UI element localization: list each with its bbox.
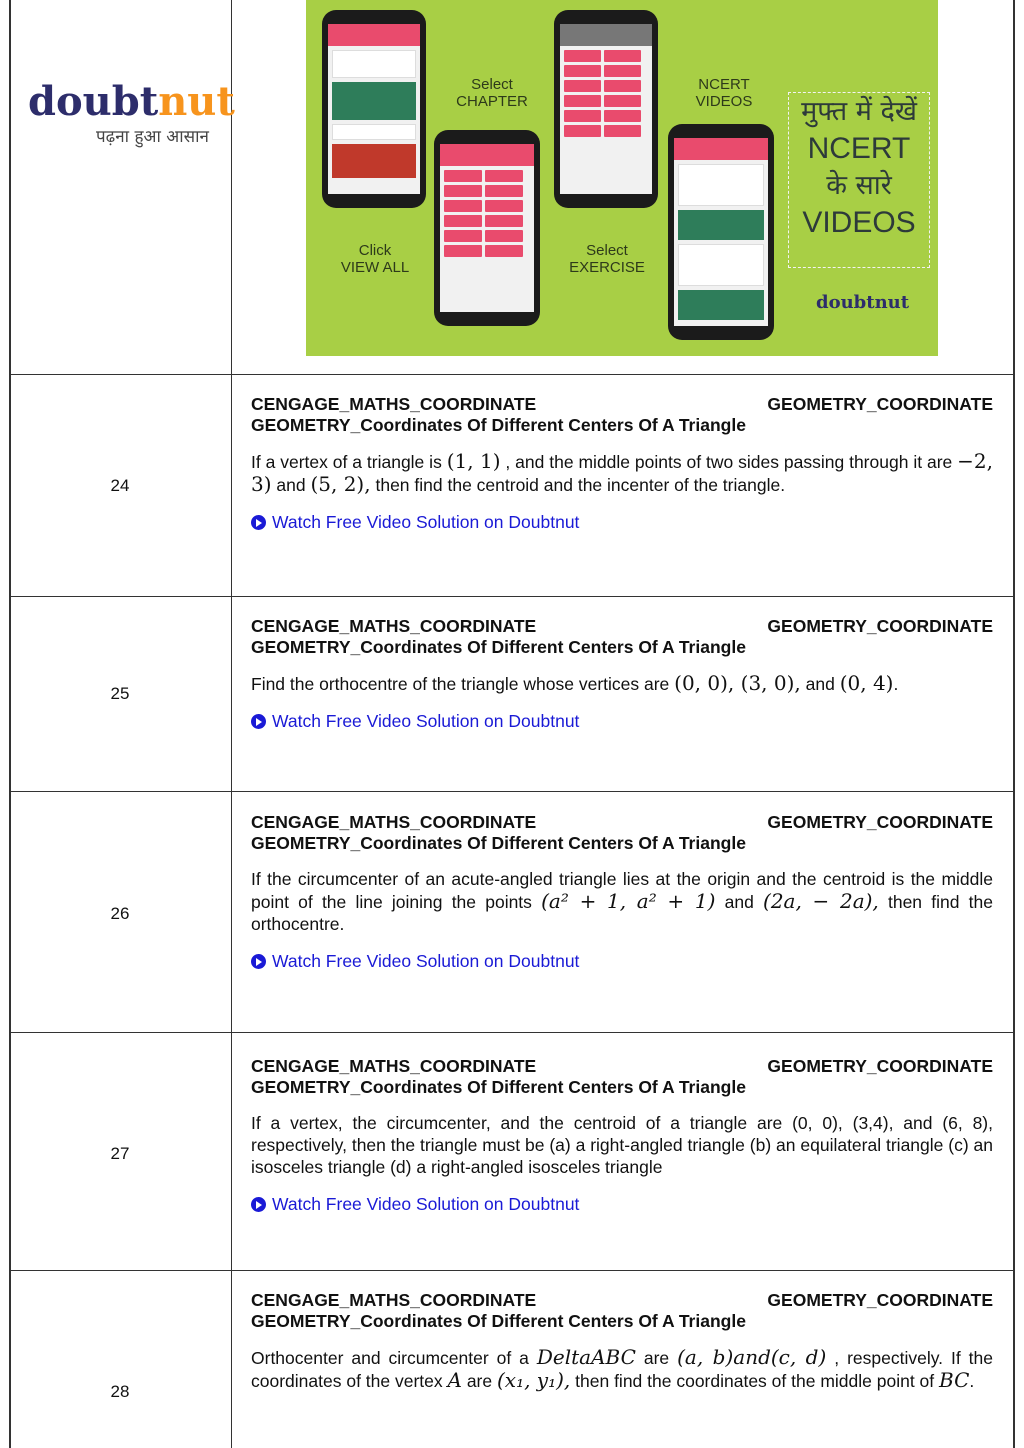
label-click-view-all: Click VIEW ALL — [340, 242, 410, 276]
question-number: 24 — [110, 476, 130, 495]
question-number: 25 — [110, 684, 130, 703]
logo-word-nut: nut — [158, 78, 235, 125]
doubtnut-logo — [28, 78, 235, 148]
watch-video-link[interactable]: Watch Free Video Solution on Doubtnut — [251, 951, 993, 972]
question-title: CENGAGE_MATHS_COORDINATE GEOMETRY_COORDINATE GEOMETRY_Coordinates Of Different Centers Of A Triangle — [251, 812, 993, 853]
phone-library-screen — [322, 10, 426, 208]
question-27 — [251, 1056, 993, 1215]
row-divider — [9, 1270, 1015, 1271]
label-select-chapter: Select CHAPTER — [456, 76, 528, 110]
question-title: CENGAGE_MATHS_COORDINATE GEOMETRY_COORDINATE GEOMETRY_Coordinates Of Different Centers Of A Triangle — [251, 1290, 993, 1331]
play-circle-icon — [251, 515, 266, 530]
question-text: Orthocenter and circumcenter of a DeltaABC are (a, b)and(c, d) , respectively. If the coordinates of the vertex A are (x₁, y₁), then find the coordinates of the middle point of BC. — [251, 1345, 993, 1392]
question-text: If a vertex, the circumcenter, and the centroid of a triangle are (0, 0), (3,4), and (6, 8), respectively, then the triangle must be (a) a right-angled triangle (b) an equilateral triangle (c) an isosceles triangle (d) a right-angled isosceles triangle — [251, 1113, 993, 1177]
row-divider — [9, 374, 1015, 375]
watch-video-link[interactable]: Watch Free Video Solution on Doubtnut — [251, 1194, 993, 1215]
promo-text-box: मुफ्त में देखें NCERT के सारे VIDEOS — [788, 92, 930, 268]
question-number: 27 — [110, 1144, 130, 1163]
question-number: 28 — [110, 1382, 130, 1401]
banner-logo: doubtnut — [816, 292, 910, 313]
logo-tagline: पढ़ना हुआ आसान — [96, 127, 209, 147]
question-text: If the circumcenter of an acute-angled triangle lies at the origin and the centroid is the middle point of the line joining the points (a² + 1, a² + 1) and (2a, − 2a), then find the orthocentre. — [251, 869, 993, 934]
question-25 — [251, 616, 993, 732]
play-circle-icon — [251, 954, 266, 969]
ncert-promo-banner[interactable] — [306, 0, 938, 356]
row-divider — [9, 791, 1015, 792]
play-circle-icon — [251, 1197, 266, 1212]
question-text: Find the orthocentre of the triangle whose vertices are (0, 0), (3, 0), and (0, 4). — [251, 671, 899, 695]
label-ncert-videos: NCERT VIDEOS — [695, 76, 753, 110]
question-title: CENGAGE_MATHS_COORDINATE GEOMETRY_COORDINATE GEOMETRY_Coordinates Of Different Centers Of A Triangle — [251, 1056, 993, 1097]
question-number: 26 — [110, 904, 130, 923]
phone-videos-screen — [668, 124, 774, 340]
question-24 — [251, 394, 993, 533]
logo-word-doubt: doubt — [28, 78, 159, 125]
question-28 — [251, 1290, 993, 1392]
label-select-exercise: Select EXERCISE — [569, 242, 645, 276]
watch-video-link[interactable]: Watch Free Video Solution on Doubtnut — [251, 512, 993, 533]
column-divider — [231, 0, 232, 1448]
question-title: CENGAGE_MATHS_COORDINATE GEOMETRY_COORDINATE GEOMETRY_Coordinates Of Different Centers Of A Triangle — [251, 394, 993, 435]
row-divider — [9, 596, 1015, 597]
watch-video-link[interactable]: Watch Free Video Solution on Doubtnut — [251, 711, 993, 732]
play-circle-icon — [251, 714, 266, 729]
question-26 — [251, 812, 993, 972]
question-text: If a vertex of a triangle is (1, 1) , and the middle points of two sides passing through it are −2, 3) and (5, 2), then find the centroid and the incenter of the triangle. — [251, 449, 993, 496]
row-divider — [9, 1032, 1015, 1033]
phone-chapter-screen — [434, 130, 540, 326]
phone-exercise-screen — [554, 10, 658, 208]
question-title: CENGAGE_MATHS_COORDINATE GEOMETRY_COORDINATE GEOMETRY_Coordinates Of Different Centers Of A Triangle — [251, 616, 993, 657]
